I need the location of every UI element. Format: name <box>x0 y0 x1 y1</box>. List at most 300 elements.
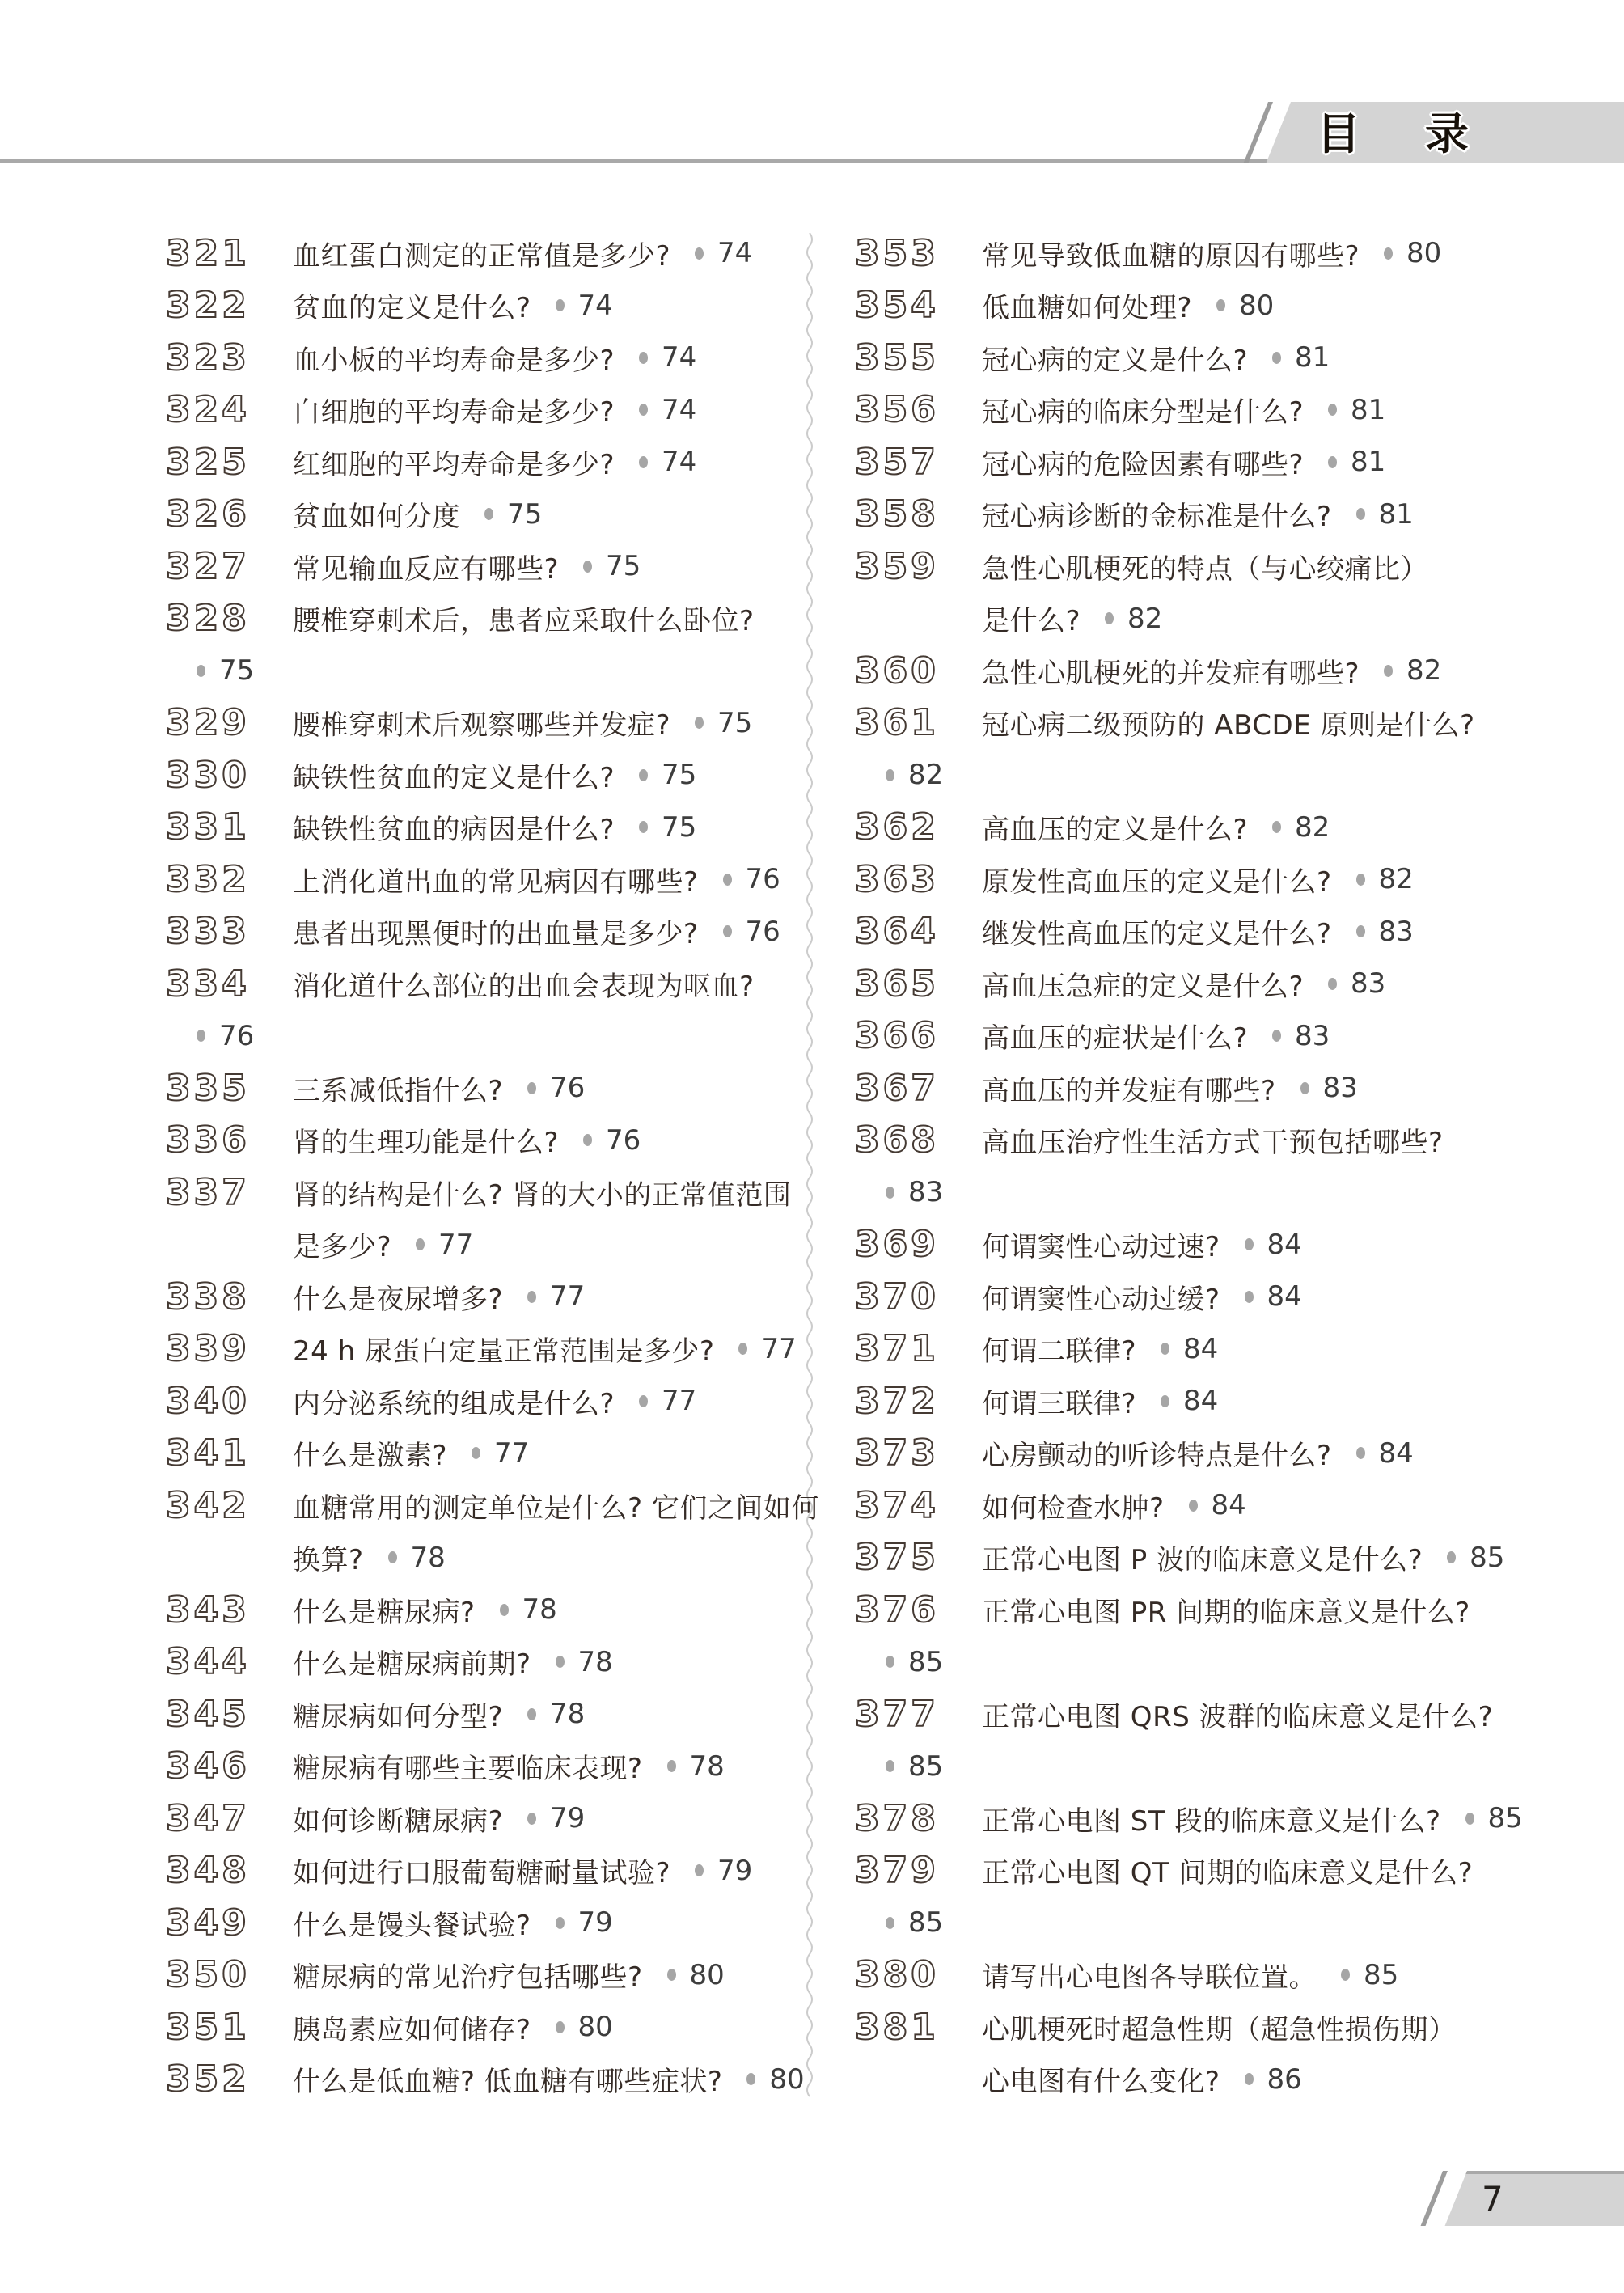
entry-number: 373 <box>855 1432 939 1474</box>
toc-entry <box>166 906 805 958</box>
entry-page-number: 75 <box>662 759 697 792</box>
toc-line <box>166 1010 805 1063</box>
entry-title: 什么是夜尿增多? <box>293 1283 504 1316</box>
bullet-icon <box>639 404 648 416</box>
entry-number: 379 <box>855 1850 939 1892</box>
entry-number: 377 <box>855 1693 939 1735</box>
entry-page-number: 74 <box>577 289 613 322</box>
entry-number: 339 <box>166 1328 250 1370</box>
bullet-icon <box>500 1604 509 1616</box>
entry-number: 350 <box>166 1954 250 1996</box>
entry-title: 缺铁性贫血的定义是什么? <box>293 761 615 794</box>
entry-page-number: 82 <box>1127 602 1163 635</box>
bullet-icon <box>527 1291 536 1303</box>
bullet-icon <box>1272 821 1281 833</box>
toc-line <box>166 1271 805 1323</box>
entry-page-number: 81 <box>1351 393 1386 426</box>
entry-number: 358 <box>855 493 939 535</box>
entry-title: 何谓窦性心动过缓? <box>982 1283 1220 1316</box>
entry-number: 336 <box>166 1119 250 1161</box>
toc-entry <box>166 1792 805 1845</box>
toc-line <box>855 1062 1599 1115</box>
toc-entry <box>166 2001 805 2054</box>
entry-title: 三系减低指什么? <box>293 1074 504 1107</box>
entry-page-number: 84 <box>1183 1332 1219 1365</box>
entry-title: 胰岛素应如何储存? <box>293 2013 531 2046</box>
toc-line <box>855 1428 1599 1480</box>
entry-title: 高血压急症的定义是什么? <box>982 970 1305 1003</box>
entry-title: 冠心病的临床分型是什么? <box>982 396 1305 429</box>
bullet-icon <box>1105 612 1114 624</box>
toc-entry <box>166 332 805 384</box>
entry-page-number: 83 <box>1322 1072 1358 1105</box>
entry-title: 常见输血反应有哪些? <box>293 552 560 586</box>
entry-title: 血红蛋白测定的正常值是多少? <box>293 239 671 273</box>
entry-number: 340 <box>166 1380 250 1422</box>
toc-line <box>855 1688 1599 1741</box>
entry-page-number: 85 <box>1470 1541 1505 1574</box>
entry-page-number: 74 <box>717 237 753 270</box>
toc-line <box>166 906 805 958</box>
bullet-icon <box>556 299 565 311</box>
bullet-icon <box>583 561 592 573</box>
entry-page-number: 77 <box>550 1280 586 1314</box>
toc-entry <box>166 384 805 437</box>
toc-entry <box>166 436 805 489</box>
entry-page-number: 78 <box>410 1541 446 1574</box>
entry-number: 344 <box>166 1641 250 1683</box>
toc-entry <box>855 436 1599 489</box>
toc-entry <box>855 227 1599 280</box>
entry-page-number: 76 <box>606 1123 641 1157</box>
bullet-icon <box>472 1447 480 1459</box>
toc-line <box>855 1949 1599 2002</box>
toc-line <box>166 1375 805 1428</box>
entry-page-number: 83 <box>908 1176 944 1209</box>
entry-number: 365 <box>855 962 939 1005</box>
entry-number: 353 <box>855 232 939 274</box>
bullet-icon <box>886 1656 894 1668</box>
bullet-icon <box>746 2073 755 2085</box>
bullet-icon <box>886 769 894 781</box>
toc-line <box>166 332 805 384</box>
bullet-icon <box>197 1030 205 1042</box>
toc-entry <box>166 802 805 854</box>
toc-line <box>166 2001 805 2054</box>
toc-line <box>166 1897 805 1949</box>
entry-title: 低血糖如何处理? <box>982 292 1193 325</box>
toc-line <box>166 1741 805 1793</box>
toc-column-right <box>855 227 1599 2105</box>
toc-entry <box>166 540 805 593</box>
bullet-icon <box>527 1813 536 1825</box>
toc-line <box>166 1845 805 1897</box>
entry-title: 腰椎穿刺术后，患者应采取什么卧位? <box>293 605 755 638</box>
toc-line <box>855 906 1599 958</box>
bullet-icon <box>527 1708 536 1720</box>
entry-number: 334 <box>166 962 250 1005</box>
entry-title: 高血压治疗性生活方式干预包括哪些? <box>982 1127 1444 1160</box>
bullet-icon <box>388 1551 397 1563</box>
toc-entry <box>166 1636 805 1689</box>
entry-page-number: 83 <box>1378 915 1414 948</box>
toc-line <box>855 1323 1599 1376</box>
entry-title: 血糖常用的测定单位是什么? 它们之间如何 <box>293 1491 819 1525</box>
entry-page-number: 75 <box>662 810 697 844</box>
toc-entry <box>166 958 805 1062</box>
entry-title: 腰椎穿刺术后观察哪些并发症? <box>293 709 671 742</box>
entry-number: 369 <box>855 1224 939 1266</box>
bullet-icon <box>1161 1395 1169 1407</box>
entry-number: 337 <box>166 1171 250 1213</box>
toc-entry <box>166 1479 819 1584</box>
footer-page-number: 7 <box>1482 2179 1503 2219</box>
entry-page-number: 83 <box>1295 1019 1330 1052</box>
entry-page-number: 80 <box>1406 237 1442 270</box>
entry-page-number: 75 <box>717 706 753 739</box>
toc-line <box>166 1688 805 1741</box>
entry-number: 376 <box>855 1589 939 1631</box>
entry-number: 361 <box>855 702 939 744</box>
bullet-icon <box>1189 1500 1198 1512</box>
entry-number: 367 <box>855 1067 939 1109</box>
bullet-icon <box>695 717 704 729</box>
toc-line <box>855 1532 1599 1584</box>
entry-number: 323 <box>166 336 250 379</box>
entry-title: 心房颤动的听诊特点是什么? <box>982 1440 1332 1473</box>
toc-line <box>166 227 805 280</box>
toc-entry <box>855 1792 1599 1845</box>
entry-title: 什么是低血糖? 低血糖有哪些症状? <box>293 2066 723 2099</box>
toc-line <box>855 280 1599 332</box>
entry-title: 换算? <box>293 1544 364 1577</box>
bullet-icon <box>1161 1343 1169 1355</box>
entry-page-number: 81 <box>1295 341 1330 374</box>
entry-number: 370 <box>855 1276 939 1318</box>
toc-line <box>166 1792 805 1845</box>
toc-line <box>166 697 805 750</box>
toc-line <box>166 384 805 437</box>
entry-title: 何谓二联律? <box>982 1335 1137 1369</box>
entry-page-number: 78 <box>689 1749 725 1783</box>
entry-page-number: 74 <box>662 393 697 426</box>
bullet-icon <box>556 2021 565 2033</box>
toc-line <box>855 958 1599 1010</box>
entry-number: 342 <box>166 1484 250 1526</box>
bullet-icon <box>416 1238 425 1250</box>
entry-page-number: 79 <box>550 1802 586 1835</box>
toc-entry <box>166 227 805 280</box>
toc-line <box>855 853 1599 906</box>
toc-entry <box>166 1845 805 1897</box>
entry-title: 冠心病的危险因素有哪些? <box>982 448 1305 481</box>
header-slash-decoration <box>1243 102 1273 163</box>
entry-title: 如何检查水肿? <box>982 1491 1165 1525</box>
toc-column-left <box>166 227 819 2105</box>
entry-page-number: 84 <box>1183 1385 1219 1418</box>
bullet-icon <box>1328 456 1337 468</box>
entry-number: 325 <box>166 441 250 483</box>
toc-entry <box>855 2001 1599 2105</box>
entry-page-number: 77 <box>438 1228 474 1261</box>
entry-page-number: 78 <box>577 1645 613 1678</box>
bullet-icon <box>667 1760 676 1772</box>
toc-entry <box>855 1532 1599 1584</box>
entry-page-number: 75 <box>219 654 255 687</box>
bullet-icon <box>1356 1447 1365 1459</box>
bullet-icon <box>667 1969 676 1981</box>
entry-number: 378 <box>855 1797 939 1839</box>
toc-line <box>855 1845 1599 1897</box>
entry-title: 内分泌系统的组成是什么? <box>293 1387 615 1420</box>
entry-page-number: 80 <box>1239 289 1275 322</box>
entry-number: 364 <box>855 911 939 953</box>
toc-entry <box>855 1845 1599 1949</box>
toc-entry <box>166 749 805 802</box>
entry-title: 血小板的平均寿命是多少? <box>293 344 615 377</box>
entry-title: 什么是激素? <box>293 1440 448 1473</box>
entry-number: 359 <box>855 545 939 587</box>
entry-page-number: 85 <box>908 1906 944 1940</box>
toc-line <box>166 1428 805 1480</box>
footer-page-tab <box>1445 2171 1624 2226</box>
entry-page-number: 81 <box>1351 446 1386 479</box>
entry-page-number: 85 <box>1364 1958 1399 1991</box>
toc-line <box>166 1532 805 1584</box>
entry-title: 心肌梗死时超急性期（超急性损伤期） <box>982 2013 1457 2046</box>
entry-page-number: 82 <box>1406 654 1442 687</box>
entry-number: 371 <box>855 1328 939 1370</box>
entry-number: 351 <box>166 2006 250 2048</box>
bullet-icon <box>556 1656 565 1668</box>
entry-number: 354 <box>855 285 939 327</box>
bullet-icon <box>639 769 648 781</box>
toc-line <box>855 1115 1599 1167</box>
bullet-icon <box>723 925 732 937</box>
toc-line <box>855 1584 1599 1636</box>
entry-title: 什么是糖尿病? <box>293 1596 476 1629</box>
toc-entry <box>166 2054 805 2106</box>
bullet-icon <box>1447 1551 1456 1563</box>
toc-entry <box>166 1166 805 1271</box>
toc-entry <box>855 1115 1599 1219</box>
entry-title: 正常心电图 PR 间期的临床意义是什么? <box>982 1596 1470 1629</box>
toc-line <box>166 802 805 854</box>
entry-title: 高血压的症状是什么? <box>982 1022 1249 1056</box>
toc-entry <box>166 1271 805 1323</box>
entry-page-number: 75 <box>606 550 641 583</box>
toc-line <box>855 436 1599 489</box>
entry-title: 急性心肌梗死的并发症有哪些? <box>982 657 1360 690</box>
entry-number: 332 <box>166 858 250 900</box>
bullet-icon <box>556 1917 565 1929</box>
entry-number: 346 <box>166 1745 250 1787</box>
entry-number: 335 <box>166 1067 250 1109</box>
bullet-icon <box>1245 1238 1254 1250</box>
bullet-icon <box>1328 404 1337 416</box>
entry-title: 糖尿病有哪些主要临床表现? <box>293 1753 643 1786</box>
toc-line <box>166 1115 805 1167</box>
bullet-icon <box>1356 925 1365 937</box>
entry-page-number: 79 <box>717 1854 753 1887</box>
entry-number: 327 <box>166 545 250 587</box>
entry-title: 缺铁性贫血的病因是什么? <box>293 814 615 847</box>
entry-page-number: 78 <box>522 1593 557 1627</box>
toc-line <box>855 489 1599 541</box>
toc-entry <box>855 1271 1599 1323</box>
toc-entry <box>166 1062 805 1115</box>
toc-line <box>855 332 1599 384</box>
toc-line <box>166 2054 805 2106</box>
bullet-icon <box>1272 1030 1281 1042</box>
entry-title: 是多少? <box>293 1231 392 1264</box>
toc-entry <box>855 1323 1599 1376</box>
entry-title: 何谓三联律? <box>982 1387 1137 1420</box>
entry-page-number: 81 <box>1378 497 1414 531</box>
header-rule <box>0 159 1284 163</box>
bullet-icon <box>738 1343 747 1355</box>
toc-line <box>855 1741 1599 1793</box>
entry-page-number: 82 <box>1295 810 1330 844</box>
entry-page-number: 78 <box>550 1698 586 1731</box>
bullet-icon <box>886 1760 894 1772</box>
entry-page-number: 84 <box>1378 1436 1414 1470</box>
entry-title: 常见导致低血糖的原因有哪些? <box>982 239 1360 273</box>
toc-line <box>855 540 1599 593</box>
entry-number: 347 <box>166 1797 250 1839</box>
bullet-icon <box>1465 1813 1474 1825</box>
entry-page-number: 84 <box>1267 1280 1302 1314</box>
toc-entry <box>855 540 1599 645</box>
toc-entry <box>166 853 805 906</box>
toc-line <box>166 1323 805 1376</box>
entry-number: 333 <box>166 911 250 953</box>
entry-number: 328 <box>166 598 250 640</box>
entry-number: 374 <box>855 1484 939 1526</box>
toc-line <box>166 593 805 645</box>
toc-line <box>855 645 1599 697</box>
toc-line <box>166 436 805 489</box>
toc-entry <box>166 1949 805 2002</box>
toc-entry <box>855 645 1599 697</box>
bullet-icon <box>1384 665 1393 677</box>
entry-page-number: 76 <box>745 863 780 896</box>
entry-number: 348 <box>166 1850 250 1892</box>
toc-line <box>166 1166 805 1219</box>
entry-title: 24 h 尿蛋白定量正常范围是多少? <box>293 1335 715 1369</box>
toc-line <box>855 2054 1599 2106</box>
toc-entry <box>855 1949 1599 2002</box>
entry-number: 343 <box>166 1589 250 1631</box>
entry-title: 红细胞的平均寿命是多少? <box>293 448 615 481</box>
bullet-icon <box>639 1395 648 1407</box>
bullet-icon <box>723 874 732 886</box>
entry-title: 正常心电图 QT 间期的临床意义是什么? <box>982 1857 1474 1890</box>
entry-page-number: 80 <box>577 2011 613 2044</box>
toc-entry <box>166 1323 805 1376</box>
entry-page-number: 76 <box>745 915 780 948</box>
toc-line <box>166 489 805 541</box>
entry-title: 白细胞的平均寿命是多少? <box>293 396 615 429</box>
entry-title: 什么是糖尿病前期? <box>293 1648 531 1682</box>
entry-title: 正常心电图 QRS 波群的临床意义是什么? <box>982 1700 1494 1733</box>
entry-number: 341 <box>166 1432 250 1474</box>
entry-page-number: 74 <box>662 446 697 479</box>
toc-entry <box>855 697 1599 802</box>
entry-title: 心电图有什么变化? <box>982 2066 1220 2099</box>
entry-number: 357 <box>855 441 939 483</box>
toc-entry <box>166 697 805 750</box>
entry-page-number: 83 <box>1351 967 1386 1001</box>
bullet-icon <box>1245 1291 1254 1303</box>
entry-number: 368 <box>855 1119 939 1161</box>
bullet-icon <box>639 352 648 364</box>
bullet-icon <box>639 821 648 833</box>
entry-title: 急性心肌梗死的特点（与心绞痛比） <box>982 552 1428 586</box>
bullet-icon <box>1245 2073 1254 2085</box>
entry-number: 322 <box>166 285 250 327</box>
bullet-icon <box>1328 978 1337 990</box>
toc-entry <box>855 853 1599 906</box>
entry-page-number: 85 <box>908 1749 944 1783</box>
toc-line <box>166 1219 805 1271</box>
entry-page-number: 80 <box>689 1958 725 1991</box>
toc-entry <box>166 1115 805 1167</box>
entry-title: 如何进行口服葡萄糖耐量试验? <box>293 1857 671 1890</box>
entry-title: 正常心电图 P 波的临床意义是什么? <box>982 1544 1423 1577</box>
entry-number: 345 <box>166 1693 250 1735</box>
toc-line <box>166 280 805 332</box>
entry-title: 继发性高血压的定义是什么? <box>982 918 1332 951</box>
toc-line <box>855 1010 1599 1063</box>
toc-entry <box>855 1375 1599 1428</box>
bullet-icon <box>1216 299 1225 311</box>
entry-page-number: 86 <box>1267 2062 1302 2096</box>
toc-line <box>166 1584 805 1636</box>
toc-line <box>855 593 1599 645</box>
entry-number: 338 <box>166 1276 250 1318</box>
bullet-icon <box>639 456 648 468</box>
entry-page-number: 76 <box>550 1072 586 1105</box>
toc-line <box>855 1792 1599 1845</box>
entry-page-number: 74 <box>662 341 697 374</box>
entry-page-number: 84 <box>1211 1489 1246 1522</box>
entry-number: 330 <box>166 754 250 796</box>
entry-number: 380 <box>855 1954 939 1996</box>
entry-number: 375 <box>855 1537 939 1579</box>
bullet-icon <box>1384 247 1393 260</box>
toc-line <box>166 749 805 802</box>
toc-line <box>855 1479 1599 1532</box>
bullet-icon <box>1300 1082 1309 1094</box>
footer-slash-decoration <box>1421 2171 1448 2226</box>
entry-title: 冠心病的定义是什么? <box>982 344 1249 377</box>
toc-line <box>855 1375 1599 1428</box>
toc-entry <box>166 1741 805 1793</box>
entry-title: 冠心病诊断的金标准是什么? <box>982 501 1332 534</box>
column-divider-wavy-line <box>804 233 815 2105</box>
entry-title: 高血压的并发症有哪些? <box>982 1074 1276 1107</box>
toc-entry <box>166 593 805 697</box>
entry-page-number: 80 <box>769 2062 805 2096</box>
toc-line <box>166 958 805 1010</box>
entry-title: 什么是馒头餐试验? <box>293 1909 531 1942</box>
entry-number: 363 <box>855 858 939 900</box>
entry-title: 糖尿病的常见治疗包括哪些? <box>293 1961 643 1995</box>
entry-number: 362 <box>855 806 939 848</box>
toc-entry <box>855 489 1599 541</box>
entry-title: 是什么? <box>982 605 1081 638</box>
